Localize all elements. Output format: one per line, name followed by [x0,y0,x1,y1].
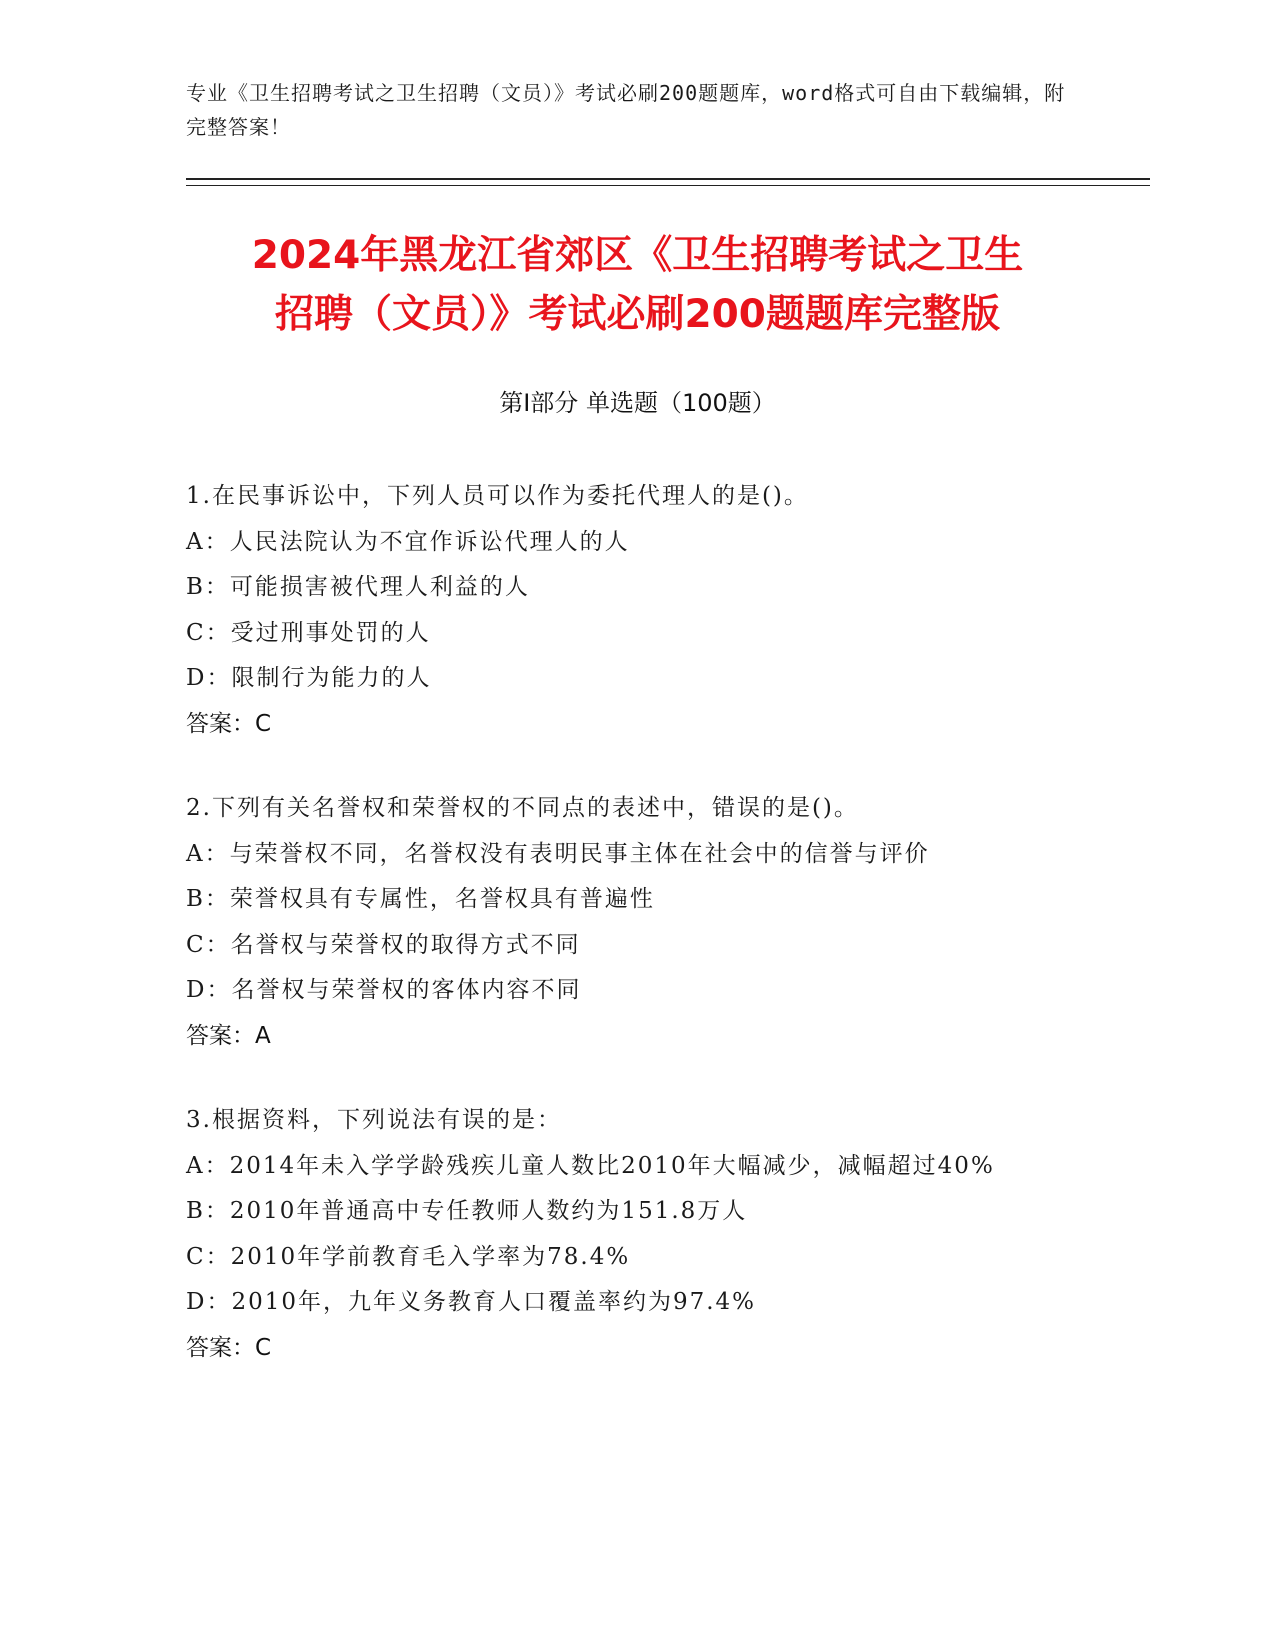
option-a: A：与荣誉权不同，名誉权没有表明民事主体在社会中的信誉与评价 [186,840,930,867]
option-a: A：人民法院认为不宜作诉讼代理人的人 [186,528,630,555]
option-b: B：荣誉权具有专属性，名誉权具有普遍性 [186,886,655,912]
answer: 答案：A [186,1022,271,1049]
header-divider-thin [186,185,1150,186]
option-c: C：名誉权与荣誉权的取得方式不同 [186,931,581,958]
option-c: C：受过刑事处罚的人 [186,619,431,646]
question-stem: 2.下列有关名誉权和荣誉权的不同点的表述中，错误的是()。 [186,795,859,821]
option-a: A：2014年未入学学龄残疾儿童人数比2010年大幅减少，减幅超过40% [186,1152,995,1179]
option-d: D：名誉权与荣誉权的客体内容不同 [186,977,582,1003]
option-c: C：2010年学前教育毛入学率为78.4% [186,1243,631,1270]
header-divider-thick [186,178,1150,180]
question-3 [186,1098,1066,1371]
header-note: 专业《卫生招聘考试之卫生招聘（文员）》考试必刷200题题库，word格式可自由下载编辑，附完整答案！ [186,81,1066,139]
option-d: D：限制行为能力的人 [186,665,432,691]
option-b: B：2010年普通高中专任教师人数约为151.8万人 [186,1198,748,1224]
question-stem: 1.在民事诉讼中，下列人员可以作为委托代理人的是()。 [186,483,809,509]
question-1 [186,474,1066,747]
document-title-line-1: 2024年黑龙江省郊区《卫生招聘考试之卫生 [251,233,1024,278]
answer: 答案：C [186,1334,272,1361]
question-2 [186,786,1066,1059]
option-d: D：2010年，九年义务教育人口覆盖率约为97.4% [186,1289,757,1315]
option-b: B：可能损害被代理人利益的人 [186,574,530,600]
answer: 答案：C [186,710,272,737]
document-title-line-2: 招聘（文员）》考试必刷200题题库完整版 [275,292,1000,337]
question-stem: 3.根据资料，下列说法有误的是： [186,1107,562,1133]
question-list [186,474,1066,1410]
document-title [140,226,1135,344]
section-title: 第I部分 单选题（100题） [499,389,776,417]
